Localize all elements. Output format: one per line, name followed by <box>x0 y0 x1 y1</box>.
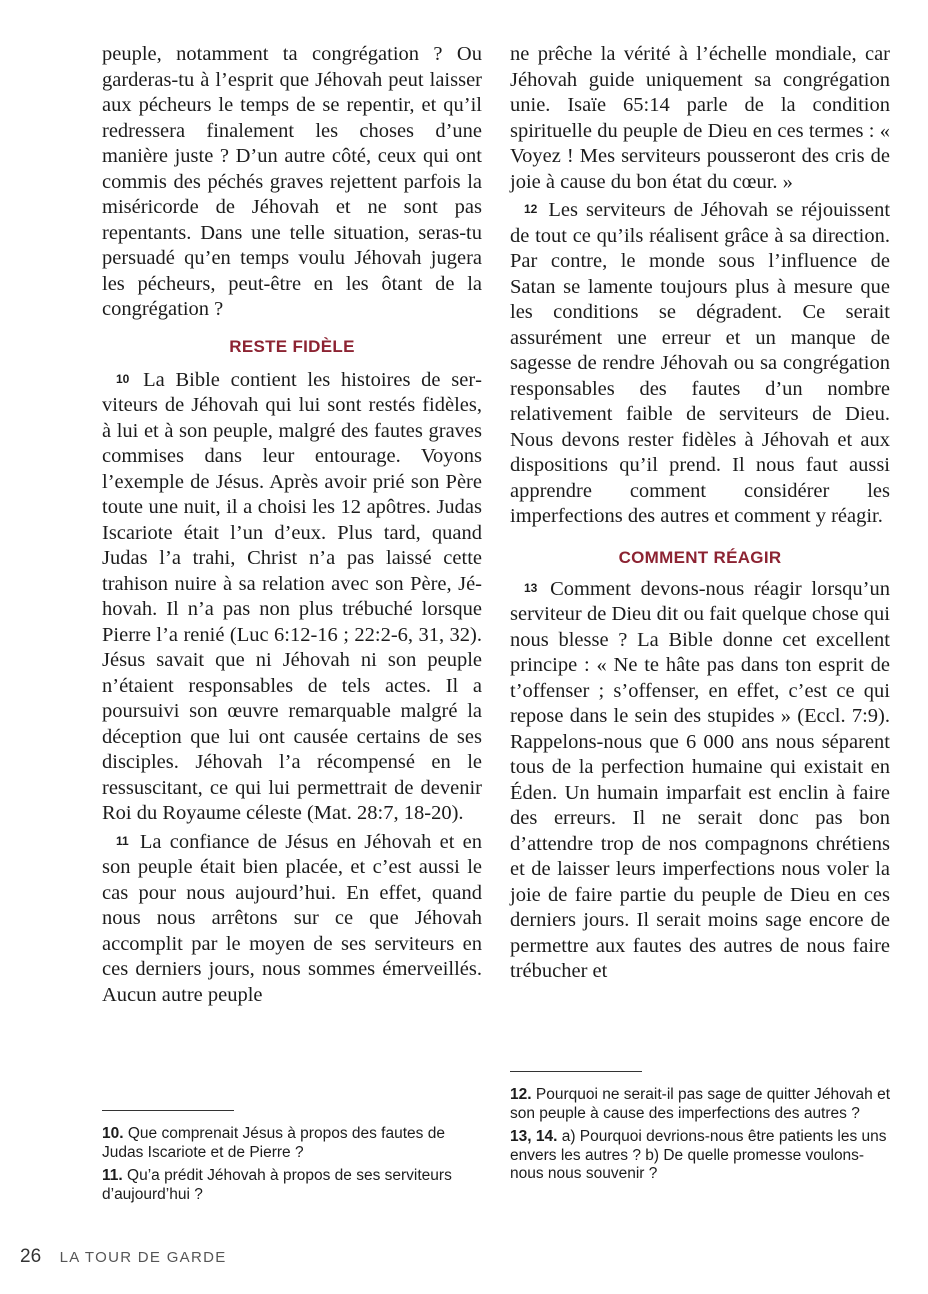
paragraph-number: 12 <box>524 202 538 216</box>
paragraph-number: 13 <box>524 580 538 595</box>
question-number: 10. <box>102 1125 124 1142</box>
study-question-10 <box>102 1125 482 1162</box>
paragraph-12 <box>510 197 890 530</box>
study-questions-left <box>102 1110 482 1209</box>
footnote-divider <box>102 1110 234 1111</box>
paragraph-continuation: ne prêche la vérité à l’échelle mondiale, car Jéhovah guide uniquement sa congrégation unie. Isaïe 65:14 parle de la condition spirituelle du peuple de Dieu en ces termes : « Voyez ! Mes serviteurs pousseront des cris de joie à cause du bon état du cœur. » <box>510 43 890 193</box>
footnote-divider <box>510 1071 642 1072</box>
study-question-12 <box>510 1086 890 1123</box>
right-column <box>510 42 890 985</box>
paragraph-number: 10 <box>116 371 130 386</box>
page-footer <box>20 1246 227 1268</box>
study-question-13-14 <box>510 1128 890 1184</box>
paragraph-13 <box>510 576 890 985</box>
question-number: 11. <box>102 1167 123 1184</box>
paragraph-text: Comment devons-nous réagir lorsqu’un serviteur de Dieu dit ou fait quelque chose qui nous blesse ? La Bible donne cet excellent principe : « Ne te hâte pas dans ton esprit de t’offenser ; s’offenser, en effet, c’est ce qui repose dans le sein des stupides » (Eccl. 7:9). Rappelons-nous que 6 000 ans nous séparent tous de la perfection humaine qui existait en Éden. Un humain imparfait est enclin à faire des erreurs. Il ne serait donc pas bon d’attendre trop de nos compagnons chrétiens et de laisser leurs imperfections nous voler la joie de faire partie du peuple de Dieu en ces derniers jours. Il serait moins sage encore de permettre aux fautes des autres de nous faire trébucher et <box>510 577 890 982</box>
question-number: 13, 14. <box>510 1128 558 1145</box>
left-column <box>102 42 482 1008</box>
paragraph-number: 11 <box>116 833 129 848</box>
question-number: 12. <box>510 1086 532 1103</box>
question-text: Pourquoi ne serait-il pas sage de quitter Jéhovah et son peuple à cause des imperfections des autres ? <box>510 1086 891 1122</box>
paragraph-10 <box>102 367 482 827</box>
section-heading-reste-fidele: RESTE FIDÈLE <box>229 336 355 356</box>
paragraph-text: La confiance de Jésus en Jéhovah et en son peuple était bien placée, et c’est aussi le cas pour nous aujourd’hui. En effet, quand nous nous arrêtons sur ce que Jéhovah accomplit par le moyen de ses serviteurs en ces derniers jours, nous sommes émerveillés. Aucun autre peuple <box>102 830 482 1006</box>
paragraph-continuation: peuple, notamment ta congrégation ? Ou garderas-tu à l’esprit que Jéhovah peut laisser aux pécheurs le temps de se repentir, et qu’il redressera finalement les choses d’une manière juste ? D’un autre côté, ceux qui ont commis des péchés graves rejettent parfois la miséricorde de Jéhovah et ne sont pas repentants. Dans une telle situation, seras-tu persuadé qu’en temps voulu Jéhovah jugera les pécheurs, peut-être en les ôtant de la congrégation ? <box>102 43 482 320</box>
paragraph-text: Les serviteurs de Jéhovah se réjouissent de tout ce qu’ils réalisent grâce à sa direction. Par contre, le monde sous l’influence de Satan se lamente toujours plus à mesure que les conditions se dégradent. Ce serait assurément une erreur et un manque de sagesse de rendre Jéhovah ou sa congrégation responsables des fautes d’un nombre relativement faible de serviteurs de Dieu. Nous devons rester fidèles à Jéhovah et aux dispositions qu’il prend. Il nous faut aussi apprendre comment considérer les imperfections des autres et comment y réagir. <box>510 199 891 527</box>
publication-title: LA TOUR DE GARDE <box>59 1249 227 1266</box>
question-text: Que comprenait Jésus à propos des fautes de Judas Iscariote et de Pierre ? <box>102 1125 445 1161</box>
study-question-11 <box>102 1167 482 1204</box>
page-number: 26 <box>20 1246 42 1267</box>
question-text: Qu’a prédit Jéhovah à propos de ses serviteurs d’aujourd’hui ? <box>102 1167 452 1203</box>
section-heading-comment-reagir: COMMENT RÉAGIR <box>618 547 782 567</box>
question-text: a) Pourquoi devrions-nous être patients les uns envers les autres ? b) De quelle promesse voulons-nous nous souvenir ? <box>510 1128 887 1182</box>
paragraph-11 <box>102 829 482 1009</box>
paragraph-text: La Bible contient les histoires de serviteurs de Jéhovah qui lui sont restés fidèles, à lui et à son peuple, malgré des fautes graves commises dans leur entourage. Voyons l’exemple de Jésus. Après avoir prié son Père toute une nuit, il a choisi les 12 apôtres. Judas Iscariote était l’un d’eux. Plus tard, quand Judas l’a trahi, Christ n’a pas laissé cette trahison nuire à sa relation avec son Père, Jéhovah. Il n’a pas non plus trébuché lorsque Pierre l’a renié (Luc 6:12-16 ; 22:2-6, 31, 32). Jésus savait que ni Jéhovah ni son peuple n’étaient responsables de tels actes. Il a poursuivi son œuvre remarquable malgré la déception que lui ont causée certains de ses disciples. Jéhovah l’a récompensé en le ressuscitant, ce qui lui permettrait de devenir Roi du Royaume céleste (Mat. 28:7, 18-20). <box>102 368 482 824</box>
study-questions-right <box>510 1071 890 1189</box>
